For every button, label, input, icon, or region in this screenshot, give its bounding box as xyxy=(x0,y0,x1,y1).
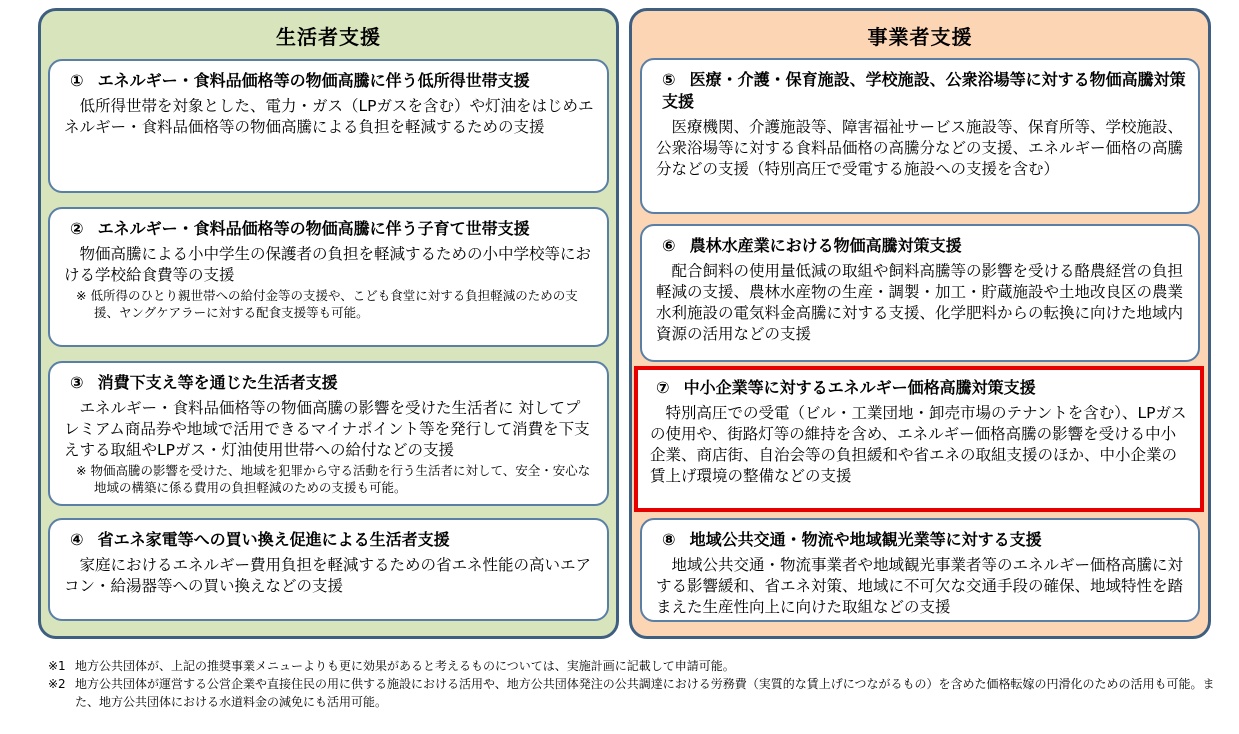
card-title-text: 農林水産業における物価高騰対策支援 xyxy=(689,236,962,255)
support-card-6 xyxy=(640,224,1200,362)
card-title xyxy=(656,529,1186,551)
card-title-text: 省エネ家電等への買い換え促進による生活者支援 xyxy=(97,530,450,549)
card-body: 医療機関、介護施設等、障害福祉サービス施設等、保育所等、学校施設、公衆浴場等に対する食料品価格の高騰分などの支援、エネルギー価格の高騰分などの支援（特別高圧で受電する施設への支援を含む） xyxy=(656,118,1184,178)
card-body: 家庭におけるエネルギー費用負担を軽減するための省エネ性能の高いエアコン・給湯器等への買い換えなどの支援 xyxy=(64,556,592,595)
card-title xyxy=(64,218,595,240)
support-card-2 xyxy=(48,207,609,347)
business-support-panel xyxy=(629,8,1211,639)
support-card-7-highlighted xyxy=(634,366,1204,512)
card-title xyxy=(64,529,595,551)
footnote-text: 地方公共団体が運営する公営企業や直接住民の用に供する施設における活用や、地方公共団体発注の公共調達における労務費（実質的な賃上げにつながるもの）を含めた価格転嫁の円滑化のための活用も可能。また、地方公共団体における水道料金の減免にも活用可能。 xyxy=(75,677,1215,709)
card-title-text: 消費下支え等を通じた生活者支援 xyxy=(97,373,338,392)
card-title xyxy=(64,372,595,394)
footnotes xyxy=(48,657,1228,711)
card-number: ④ xyxy=(70,530,84,549)
card-number: ⑤ xyxy=(662,70,676,89)
support-card-5 xyxy=(640,58,1200,214)
card-title xyxy=(656,235,1186,257)
card-number: ⑦ xyxy=(656,378,670,397)
consumer-support-panel xyxy=(38,8,619,639)
card-note: ※ 低所得のひとり親世帯への給付金等の支援や、こども食堂に対する負担軽減のための支援、ヤングケアラーに対する配食支援等も可能。 xyxy=(76,288,578,320)
footnote-1 xyxy=(48,657,1228,675)
panel-title: 事業者支援 xyxy=(867,25,973,49)
card-body: 配合飼料の使用量低減の取組や飼料高騰等の影響を受ける酪農経営の負担軽減の支援、農林水産物の生産・調製・加工・貯蔵施設や土地改良区の農業水利施設の電気料金高騰に対する支援、化学肥料からの転換に向けた地域内資源の活用などの支援 xyxy=(656,262,1184,343)
card-number: ⑥ xyxy=(662,236,676,255)
card-title-text: 地域公共交通・物流や地域観光業等に対する支援 xyxy=(689,530,1042,549)
card-note: ※ 物価高騰の影響を受けた、地域を犯罪から守る活動を行う生活者に対して、安全・安心な地域の構築に係る費用の負担軽減のための支援も可能。 xyxy=(76,463,591,495)
card-number: ③ xyxy=(70,373,84,392)
card-title-text: エネルギー・食料品価格等の物価高騰に伴う子育て世帯支援 xyxy=(97,219,530,238)
support-card-8 xyxy=(640,518,1200,622)
card-title xyxy=(650,377,1190,399)
card-title-text: エネルギー・食料品価格等の物価高騰に伴う低所得世帯支援 xyxy=(97,71,530,90)
support-card-1 xyxy=(48,59,609,193)
card-number: ② xyxy=(70,219,84,238)
card-title xyxy=(656,69,1186,113)
card-title xyxy=(64,70,595,92)
footnote-mark: ※2 xyxy=(48,677,66,691)
card-body: 特別高圧での受電（ビル・工業団地・卸売市場のテナントを含む）、LPガスの使用や、街路灯等の維持を含め、エネルギー価格高騰の影響を受ける中小企業、商店街、自治会等の負担緩和や省エネの取組支援のほか、中小企業の賃上げ環境の整備などの支援 xyxy=(650,404,1187,485)
support-card-3 xyxy=(48,361,609,506)
card-body: 物価高騰による小中学生の保護者の負担を軽減するための小中学校等における学校給食費等の支援 xyxy=(64,245,592,284)
footnote-mark: ※1 xyxy=(48,659,66,673)
footnote-text: 地方公共団体が、上記の推奨事業メニューよりも更に効果があると考えるものについては、実施計画に記載して申請可能。 xyxy=(75,659,735,673)
card-title-text: 中小企業等に対するエネルギー価格高騰対策支援 xyxy=(683,378,1036,397)
card-title-text: 医療・介護・保育施設、学校施設、公衆浴場等に対する物価高騰対策支援 xyxy=(662,70,1186,111)
support-card-4 xyxy=(48,518,609,621)
card-number: ⑧ xyxy=(662,530,676,549)
card-body: 低所得世帯を対象とした、電力・ガス（LPガスを含む）や灯油をはじめエネルギー・食料品価格等の物価高騰による負担を軽減するための支援 xyxy=(64,97,594,136)
footnote-2 xyxy=(48,675,1228,711)
panel-title: 生活者支援 xyxy=(276,25,381,49)
card-number: ① xyxy=(70,71,84,90)
card-body: 地域公共交通・物流事業者や地域観光事業者等のエネルギー価格高騰に対する影響緩和、省エネ対策、地域に不可欠な交通手段の確保、地域特性を踏まえた生産性向上に向けた取組などの支援 xyxy=(656,556,1184,616)
card-body: エネルギー・食料品価格等の物価高騰の影響を受けた生活者に 対してプレミアム商品券や地域で活用できるマイナポイント等を発行して消費を下支えする取組やLPガス・灯油使用世帯への給付などの支援 xyxy=(64,399,590,459)
